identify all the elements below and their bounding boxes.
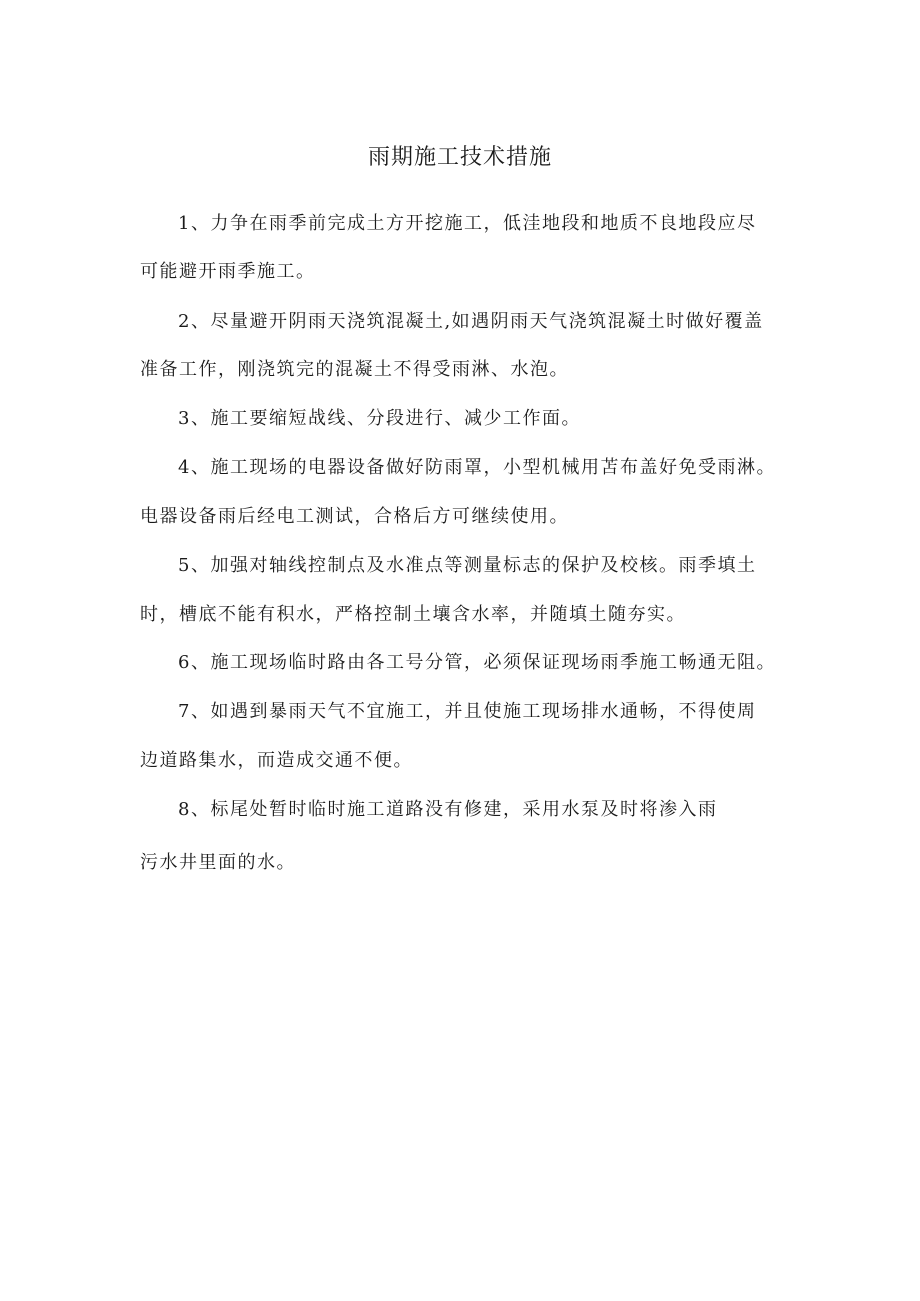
paragraph-6-line-1: 6、施工现场临时路由各工号分管，必须保证现场雨季施工畅通无阻。 [178, 652, 776, 673]
paragraph-8-line-1: 8、标尾处暂时临时施工道路没有修建，采用水泵及时将渗入雨 [178, 799, 718, 820]
paragraph-4-line-2: 电器设备雨后经电工测试，合格后方可继续使用。 [140, 506, 569, 527]
paragraph-8-line-2: 污水井里面的水。 [140, 852, 296, 873]
paragraph-1-line-1: 1、力争在雨季前完成土方开挖施工，低洼地段和地质不良地段应尽 [178, 213, 757, 234]
paragraph-1-line-2: 可能避开雨季施工。 [140, 261, 316, 282]
document-title: 雨期施工技术措施 [367, 145, 552, 170]
paragraph-3-line-1: 3、施工要缩短战线、分段进行、减少工作面。 [178, 408, 581, 429]
paragraph-4-line-1: 4、施工现场的电器设备做好防雨罩，小型机械用苫布盖好免受雨淋。 [178, 457, 776, 478]
paragraph-2-line-2: 准备工作，刚浇筑完的混凝土不得受雨淋、水泡。 [140, 359, 569, 380]
paragraph-5-line-2: 时，槽底不能有积水，严格控制土壤含水率，并随填土随夯实。 [140, 604, 686, 625]
paragraph-2-line-1: 2、尽量避开阴雨天浇筑混凝土,如遇阴雨天气浇筑混凝土时做好覆盖 [178, 311, 764, 332]
paragraph-7-line-2: 边道路集水，而造成交通不便。 [140, 750, 413, 771]
paragraph-5-line-1: 5、加强对轴线控制点及水准点等测量标志的保护及校核。雨季填土 [178, 555, 757, 576]
paragraph-7-line-1: 7、如遇到暴雨天气不宜施工，并且使施工现场排水通畅，不得使周 [178, 701, 757, 722]
